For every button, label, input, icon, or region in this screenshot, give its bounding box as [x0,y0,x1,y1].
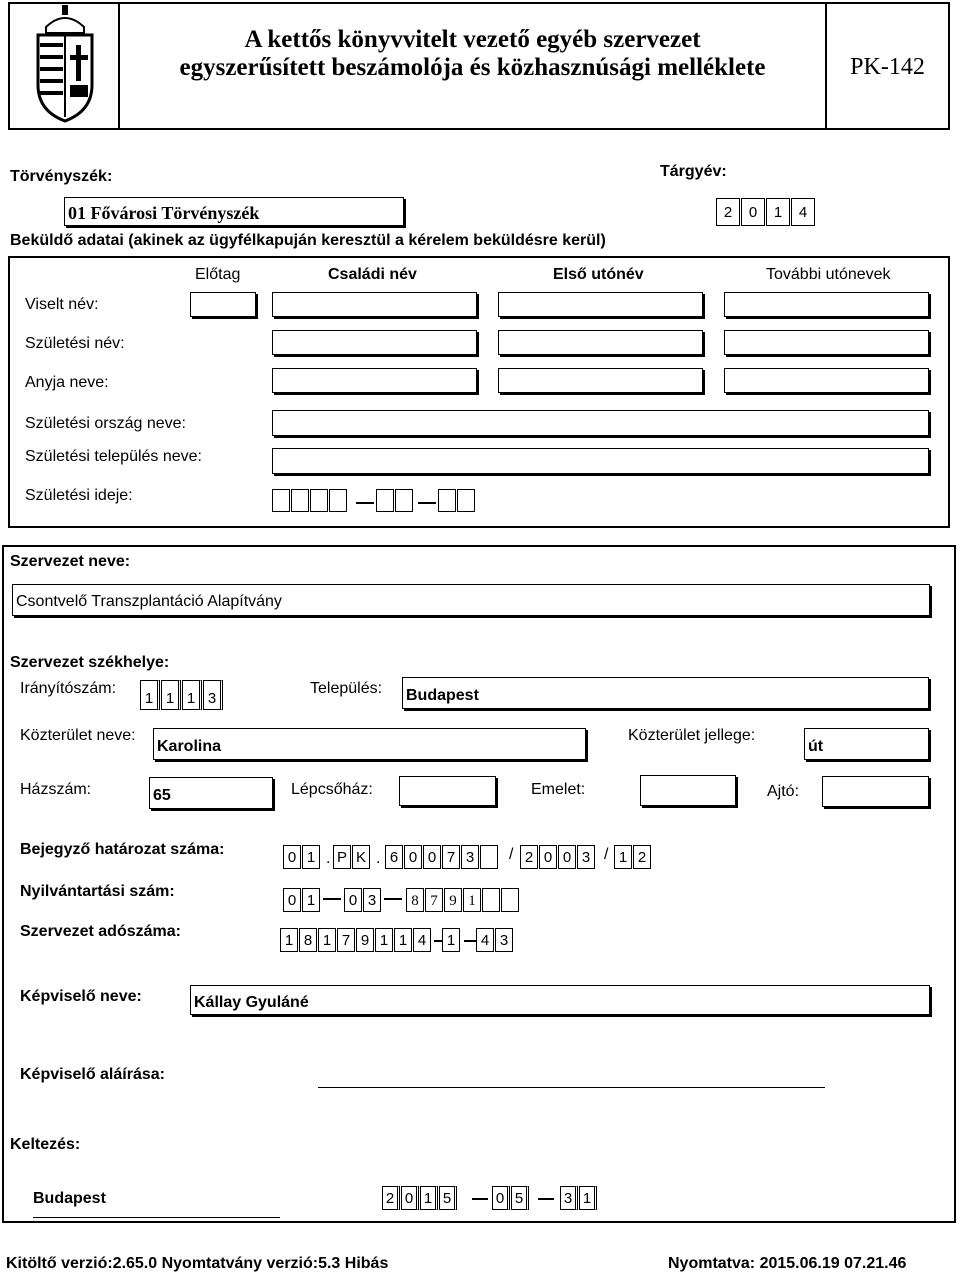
decision-digit[interactable]: 0 [404,845,422,869]
birth-city-label: Születési település neve: [25,448,202,465]
decision-slash: / [604,846,609,863]
decision-digit[interactable]: 0 [539,845,557,869]
date-cell[interactable] [457,489,475,512]
stair-field[interactable] [399,776,496,806]
street-field[interactable]: Karolina [153,728,586,760]
reg-cells-b[interactable] [344,888,382,912]
city-label: Település: [310,680,383,697]
birth-date-day[interactable] [438,489,476,512]
representative-name-label: Képviselő neve: [20,988,142,1005]
zip-digit[interactable]: 1 [140,680,160,710]
footer-version: Kitöltő verzió:2.65.0 Nyomtatvány verzió:5.3 Hibás [6,1255,389,1272]
date-cell[interactable] [376,489,394,512]
date-separator [356,502,374,504]
dating-digit[interactable]: 0 [401,1186,419,1210]
dating-year-cells[interactable] [382,1186,458,1210]
reg-digit[interactable]: 7 [425,888,443,912]
decision-cells-e[interactable] [614,845,652,869]
reg-number-label: Nyilvántartási szám: [20,883,175,900]
reg-digit[interactable]: 8 [406,888,424,912]
dating-place[interactable]: Budapest [33,1190,106,1207]
tax-cells-b[interactable] [442,928,461,952]
birth-date-label: Születési ideje: [25,487,133,504]
reg-separator [323,898,341,900]
dating-digit[interactable]: 1 [579,1186,597,1210]
tax-number-label: Szervezet adószáma: [20,923,181,940]
tax-digit[interactable]: 7 [337,928,355,952]
tax-separator [434,940,442,942]
birth-date-month[interactable] [376,489,414,512]
reg-digit[interactable]: 3 [363,888,381,912]
year-cells[interactable] [716,198,816,226]
worn-name-label: Viselt név: [25,296,99,313]
form-title-line2: egyszerűsített beszámolója és közhasznúsági melléklete [179,54,766,81]
birth-city-field[interactable] [272,448,929,474]
birth-name-label: Születési név: [25,335,125,352]
street-type-label: Közterület jellege: [628,727,756,744]
reg-digit[interactable]: 0 [283,888,301,912]
house-field[interactable]: 65 [149,777,273,809]
zip-digit[interactable]: 3 [203,680,223,710]
city-field[interactable]: Budapest [402,677,929,709]
decision-cells-a[interactable] [283,845,321,869]
reg-cells-a[interactable] [283,888,321,912]
year-label: Tárgyév: [660,163,727,180]
sender-label: Beküldő adatai (akinek az ügyfélkapuján keresztül a kérelem beküldésre kerül) [10,232,606,249]
decision-slash: / [509,846,514,863]
floor-label: Emelet: [531,781,586,798]
tax-cells-a[interactable] [280,928,432,952]
tax-digit[interactable]: 8 [299,928,317,952]
door-field[interactable] [822,776,929,807]
decision-char[interactable]: P [333,845,351,869]
footer-printed: Nyomtatva: 2015.06.19 07.21.46 [668,1255,907,1272]
tax-digit[interactable]: 1 [318,928,336,952]
decision-cells-d[interactable] [520,845,596,869]
worn-name-more[interactable] [724,292,929,317]
col-family-header: Családi név [328,266,417,283]
decision-digit[interactable]: 1 [302,845,320,869]
dating-day-cells[interactable] [560,1186,598,1210]
worn-name-prefix[interactable] [190,292,256,317]
date-cell[interactable] [310,489,328,512]
zip-label: Irányítószám: [20,680,117,697]
decision-label: Bejegyző határozat száma: [20,841,225,858]
form-title-line1: A kettős könyvvitelt vezető egyéb szervezet [244,26,701,53]
zip-cells[interactable] [140,680,224,710]
decision-digit[interactable]: 0 [558,845,576,869]
decision-digit[interactable]: 2 [520,845,538,869]
birth-country-field[interactable] [272,410,929,436]
col-first-header: Első utónév [553,266,644,283]
dating-digit[interactable]: 1 [420,1186,438,1210]
reg-digit[interactable] [501,888,519,912]
dating-place-line [33,1217,280,1218]
tax-digit[interactable]: 4 [413,928,431,952]
decision-cells-c[interactable] [385,845,499,869]
dating-month-cells[interactable] [492,1186,530,1210]
reg-digit[interactable]: 9 [444,888,462,912]
mother-name-family[interactable] [272,368,477,393]
decision-dot: . [376,850,381,867]
worn-name-first[interactable] [498,292,703,317]
decision-digit[interactable]: 3 [577,845,595,869]
year-digit[interactable]: 0 [741,198,765,226]
year-digit[interactable]: 1 [766,198,790,226]
dating-digit[interactable]: 0 [492,1186,510,1210]
tax-digit[interactable]: 1 [394,928,412,952]
decision-digit[interactable]: 0 [423,845,441,869]
zip-digit[interactable]: 1 [161,680,181,710]
decision-digit[interactable]: 7 [442,845,460,869]
decision-dot: . [326,850,331,867]
dating-digit[interactable]: 3 [560,1186,578,1210]
col-prefix-header: Előtag [195,266,241,283]
col-more-header: További utónevek [766,266,891,283]
reg-digit[interactable]: 1 [302,888,320,912]
dating-label: Keltezés: [10,1136,81,1153]
date-cell[interactable] [272,489,290,512]
date-cell[interactable] [291,489,309,512]
tax-separator [464,940,476,942]
org-name-field[interactable]: Csontvelő Transzplantáció Alapítvány [12,584,930,616]
form-code: PK-142 [850,54,925,80]
street-label: Közterület neve: [20,727,136,744]
dating-separator [538,1198,554,1200]
date-cell[interactable] [395,489,413,512]
birth-country-label: Születési ország neve: [25,415,186,432]
reg-cells-c[interactable] [406,888,520,912]
birth-name-family[interactable] [272,330,477,355]
reg-digit[interactable] [482,888,500,912]
decision-cells-b[interactable] [333,845,371,869]
signature-line [318,1087,825,1088]
decision-digit[interactable]: 2 [633,845,651,869]
court-field[interactable]: 01 Fővárosi Törvényszék [64,197,404,226]
org-name-label: Szervezet neve: [10,553,131,570]
reg-separator [384,898,402,900]
dating-separator [472,1198,488,1200]
coat-of-arms-logo [26,5,104,125]
tax-digit[interactable]: 3 [495,928,513,952]
decision-char[interactable]: K [352,845,370,869]
floor-field[interactable] [640,775,736,806]
date-cell[interactable] [438,489,456,512]
birth-date-year[interactable] [272,489,348,512]
decision-digit[interactable]: 6 [385,845,403,869]
org-seat-label: Szervezet székhelye: [10,654,170,671]
mother-name-label: Anyja neve: [25,374,109,391]
birth-name-more[interactable] [724,330,929,355]
door-label: Ajtó: [767,783,800,800]
form-title [120,26,825,82]
dating-digit[interactable]: 5 [439,1186,457,1210]
decision-digit[interactable]: 0 [283,845,301,869]
mother-name-more[interactable] [724,368,929,393]
year-digit[interactable]: 2 [716,198,740,226]
birth-name-first[interactable] [498,330,703,355]
worn-name-family[interactable] [272,292,477,317]
tax-digit[interactable]: 1 [375,928,393,952]
court-label: Törvényszék: [10,168,113,185]
decision-digit[interactable] [480,845,498,869]
tax-cells-c[interactable] [476,928,514,952]
tax-digit[interactable]: 1 [442,928,460,952]
year-digit[interactable]: 4 [791,198,815,226]
house-label: Házszám: [20,781,92,798]
zip-digit[interactable]: 1 [182,680,202,710]
representative-name-field[interactable]: Kállay Gyuláné [190,985,930,1015]
dating-digit[interactable]: 5 [511,1186,529,1210]
mother-name-first[interactable] [498,368,703,393]
reg-digit[interactable]: 1 [463,888,481,912]
tax-digit[interactable]: 9 [356,928,374,952]
decision-digit[interactable]: 3 [461,845,479,869]
reg-digit[interactable]: 0 [344,888,362,912]
date-separator [418,502,436,504]
dating-digit[interactable]: 2 [382,1186,400,1210]
tax-digit[interactable]: 1 [280,928,298,952]
tax-digit[interactable]: 4 [476,928,494,952]
decision-digit[interactable]: 1 [614,845,632,869]
date-cell[interactable] [329,489,347,512]
stair-label: Lépcsőház: [291,781,373,798]
street-type-field[interactable]: út [804,728,929,760]
representative-signature-label: Képviselő aláírása: [20,1066,165,1083]
